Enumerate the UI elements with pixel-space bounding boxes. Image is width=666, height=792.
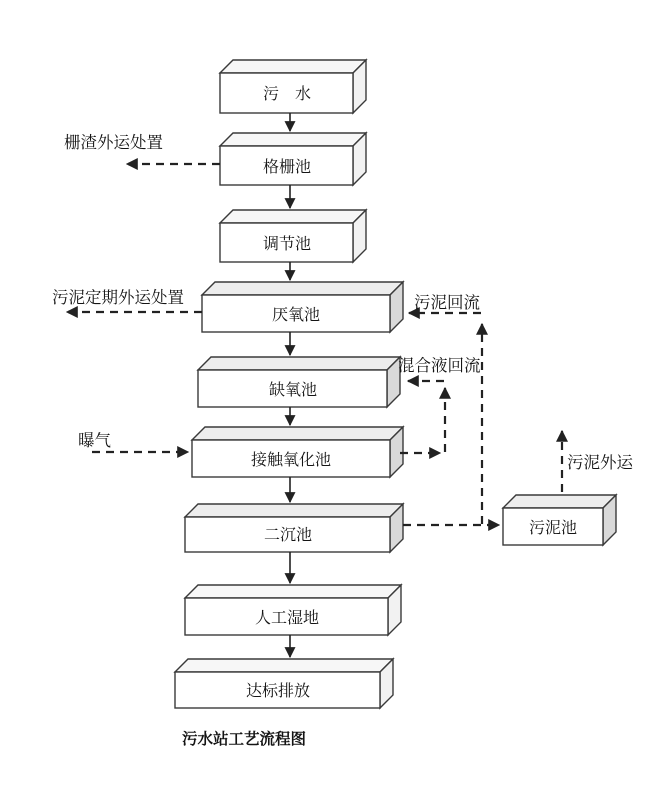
label-mixed-liquor-return: 混合液回流 bbox=[398, 357, 481, 375]
node-contact-oxidation-pool bbox=[192, 427, 403, 477]
box-top-face bbox=[192, 427, 403, 440]
box-top-face bbox=[202, 282, 403, 295]
node-sludge-pool bbox=[503, 495, 616, 545]
box-top-face bbox=[220, 60, 366, 73]
node-label: 调节池 bbox=[262, 236, 312, 253]
box-top-face bbox=[175, 659, 393, 672]
box-top-face bbox=[185, 585, 401, 598]
diagram-caption: 污水站工艺流程图 bbox=[182, 731, 307, 748]
node-screen-pool bbox=[220, 133, 366, 185]
node-anoxic-pool bbox=[198, 357, 400, 407]
node-label: 厌氧池 bbox=[271, 307, 321, 324]
node-label: 达标排放 bbox=[245, 683, 311, 700]
node-anaerobic-pool bbox=[202, 282, 403, 332]
node-label: 二沉池 bbox=[263, 527, 313, 544]
box-top-face bbox=[503, 495, 616, 508]
node-label: 污 水 bbox=[262, 86, 312, 103]
label-screen-residue-disposal: 栅渣外运处置 bbox=[64, 134, 163, 152]
node-secondary-sedimentation-pool bbox=[185, 504, 403, 552]
node-label: 格栅池 bbox=[262, 159, 312, 176]
label-sludge-periodic-disposal: 污泥定期外运处置 bbox=[52, 289, 184, 307]
node-standard-discharge bbox=[175, 659, 393, 708]
box-top-face bbox=[198, 357, 400, 370]
label-sludge-return: 污泥回流 bbox=[414, 294, 480, 312]
node-label: 人工湿地 bbox=[254, 610, 320, 627]
label-aeration: 曝气 bbox=[78, 432, 111, 450]
box-top-face bbox=[220, 133, 366, 146]
node-label: 污泥池 bbox=[528, 520, 578, 537]
node-label: 缺氧池 bbox=[268, 382, 318, 399]
box-top-face bbox=[185, 504, 403, 517]
node-label: 接触氧化池 bbox=[250, 452, 332, 469]
label-sludge-transport-out: 污泥外运 bbox=[567, 454, 633, 472]
node-wastewater bbox=[220, 60, 366, 113]
node-regulating-pool bbox=[220, 210, 366, 262]
box-top-face bbox=[220, 210, 366, 223]
node-constructed-wetland bbox=[185, 585, 401, 635]
